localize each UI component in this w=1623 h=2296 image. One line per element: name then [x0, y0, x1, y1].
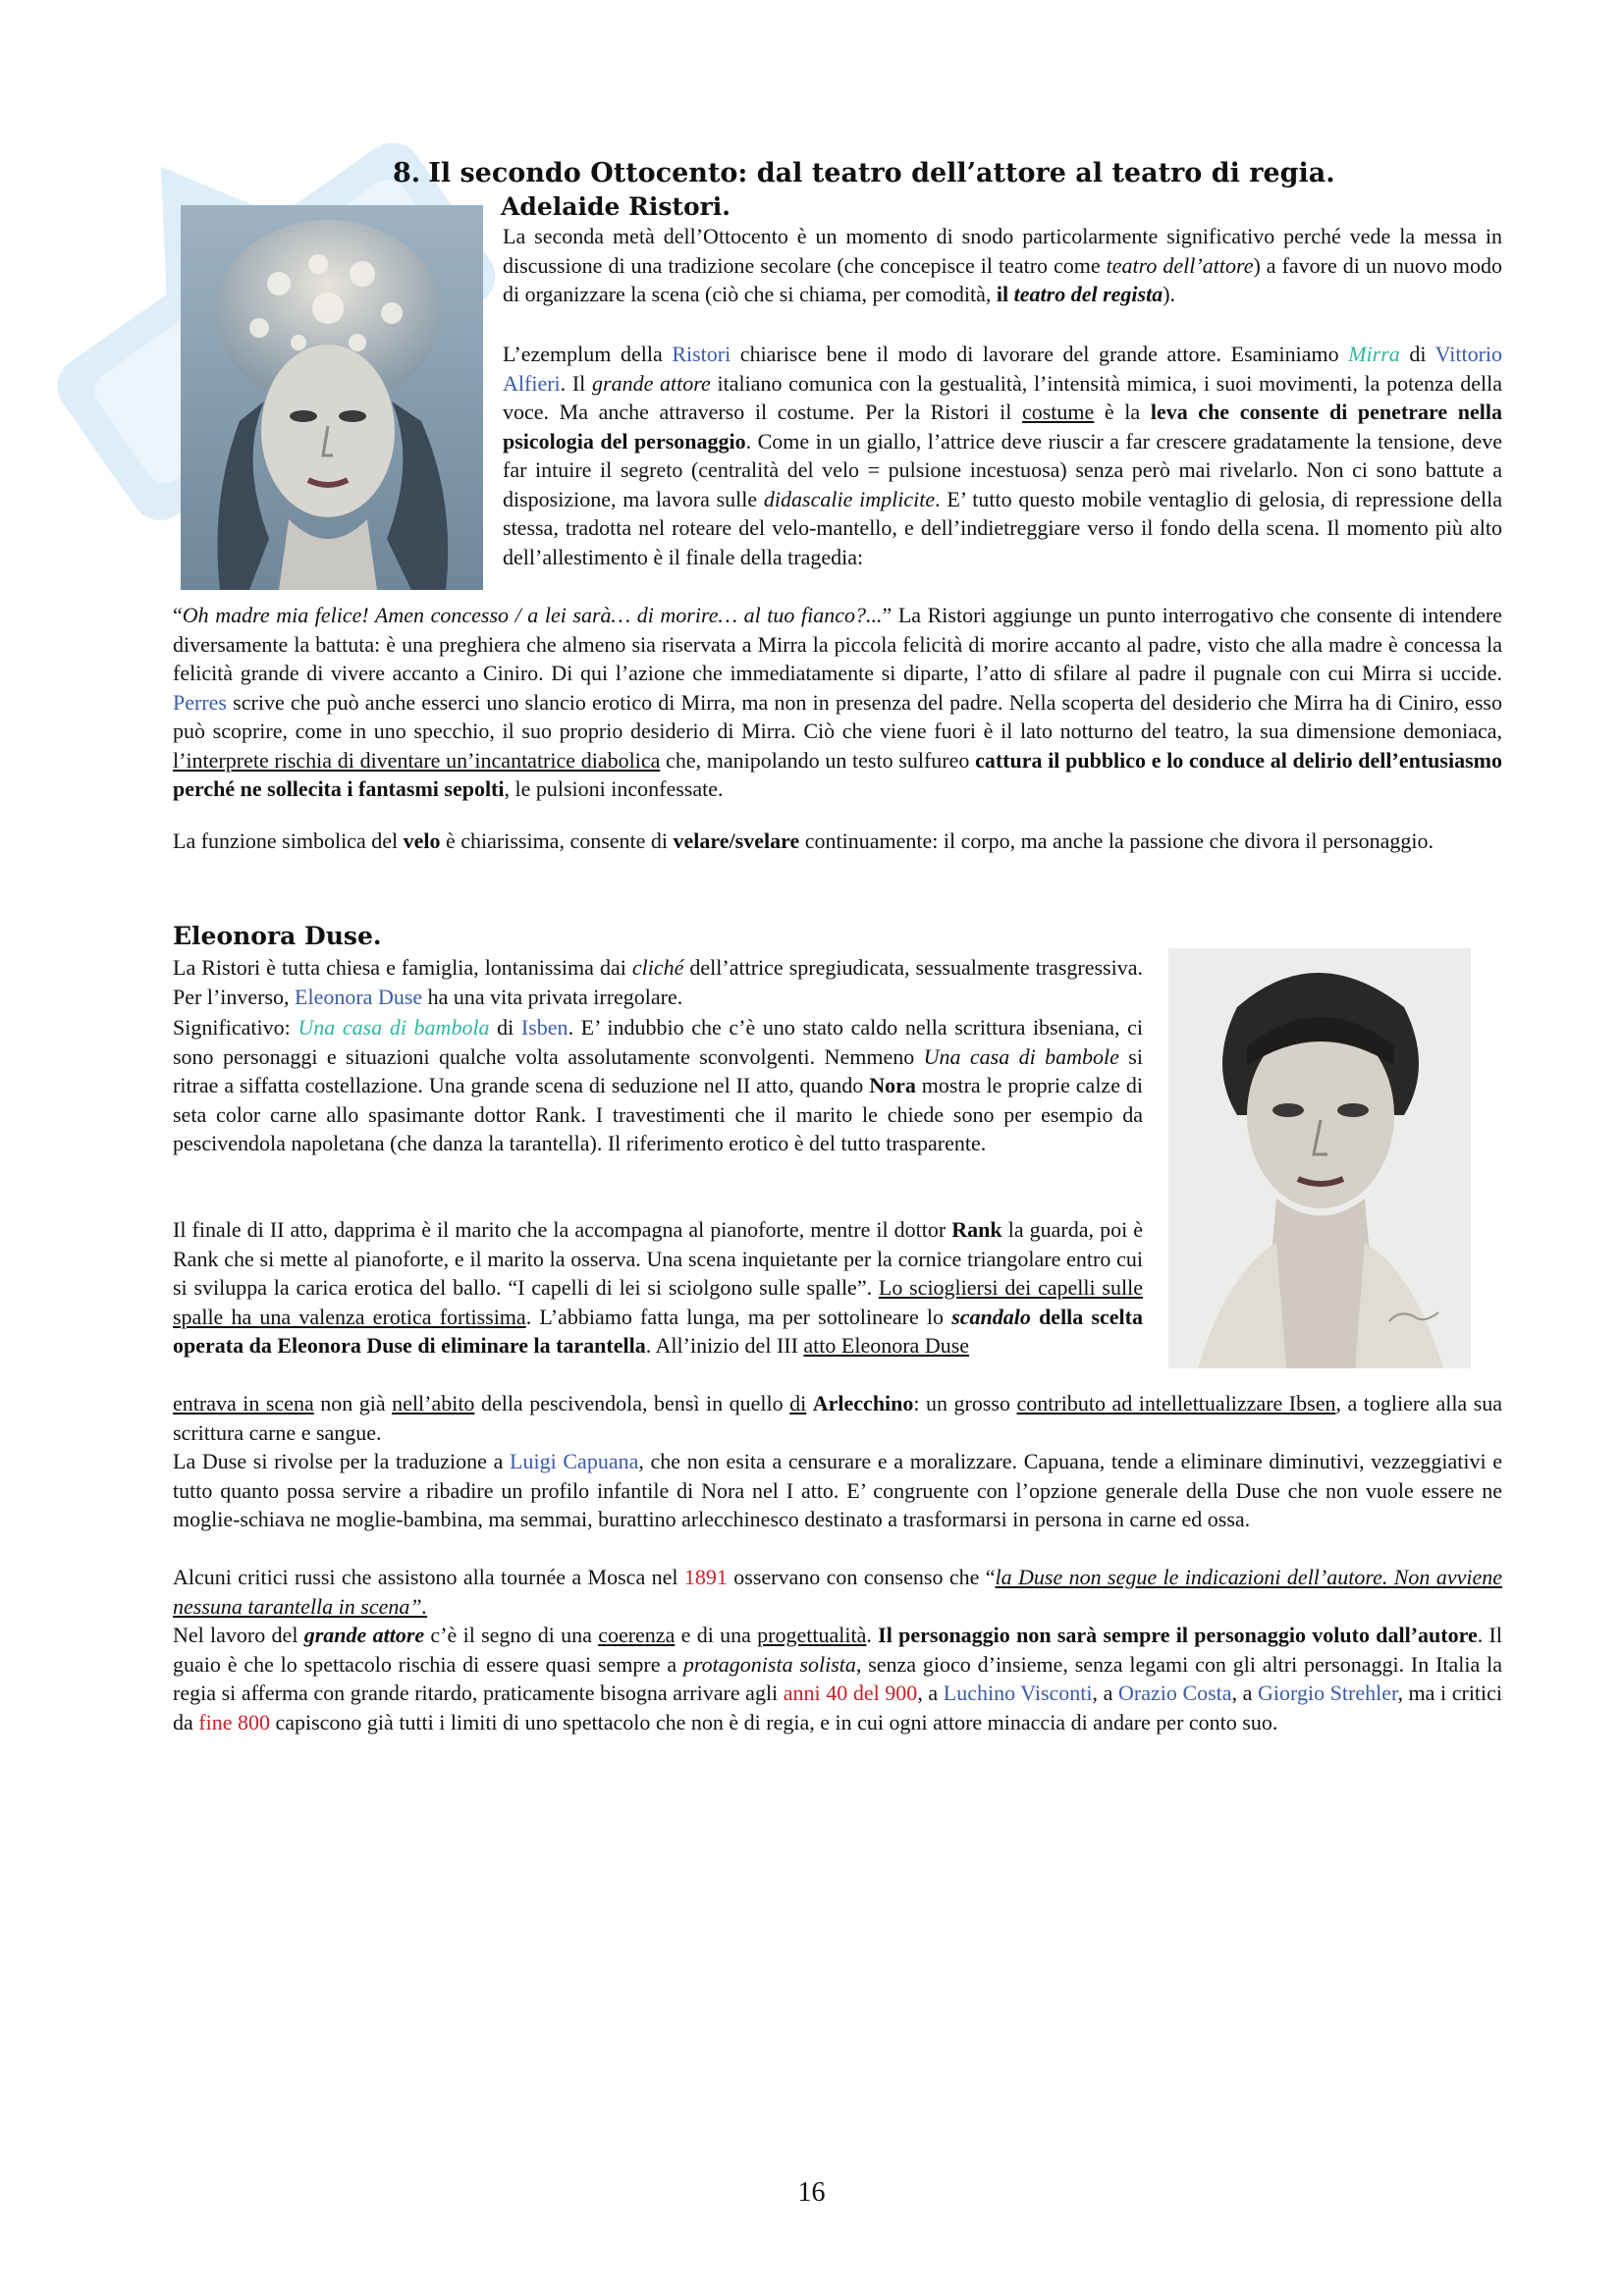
name-giorgio-strehler: Giorgio Strehler	[1258, 1681, 1398, 1705]
name-eleonora-duse: Eleonora Duse	[295, 984, 423, 1009]
text-run: . E’ indubbio che c’è uno stato caldo nella scrittura ibseniana, ci sono personaggi e situazioni qualche volta assolutamente sconvolgenti. Nemmeno	[173, 1015, 1144, 1069]
text-run: ha una vita privata irregolare.	[422, 984, 683, 1009]
name-perres: Perres	[173, 689, 227, 715]
text-run: , a togliere alla sua scrittura carne e sangue.	[173, 1391, 1503, 1445]
text-run: di	[1399, 342, 1435, 366]
text-run: osservano con consenso che “	[727, 1565, 996, 1589]
ristori-portrait-image	[181, 205, 483, 590]
text-run: Alcuni critici russi che assistono alla tournée a Mosca nel	[173, 1565, 684, 1589]
text-run: , senza gioco d’insieme, senza legami con gli altri personaggi. In Italia la regia si afferma con grande ritardo, praticamente bisogna arrivare agli	[173, 1651, 1502, 1705]
text-run: , che non esita a censurare e a moralizzare. Capuana, tende a eliminare diminutivi, vezzeggiativi e tutto quanto possa servire a ribadire un profilo infantile di Nora nel I atto. E’ congruente con l’opzione generale della Duse che non vuole essere ne moglie-schiava ne moglie-bambina, ma semmai, burattino arlecchinesco destinato a trasformarsi in persona in carne ed ossa.	[173, 1449, 1503, 1531]
page-number: 16	[797, 2177, 826, 2208]
duse-paragraph-5	[173, 1563, 1502, 1621]
text-run: . E’ tutto questo mobile ventaglio di gelosia, di repressione della stessa, tradotta nel roteare del velo-mantello, e dell’indietreggiare verso il fondo della scena. Il momento più alto dell’allestimento è il finale della tragedia:	[503, 486, 1503, 569]
text-run-bold: della scelta operata da Eleonora Duse di eliminare la tarantella	[173, 1304, 1143, 1358]
text-run: dell’attrice spregiudicata, sessualmente trasgressiva. Per l’inverso,	[173, 955, 1143, 1009]
name-luchino-visconti: Luchino Visconti	[943, 1681, 1093, 1705]
text-run-bold-italic: grande attore	[303, 1623, 425, 1647]
text-run: non già	[313, 1391, 393, 1415]
text-run: è la	[1094, 400, 1151, 424]
name-link-ristori: Ristori	[672, 342, 731, 366]
text-run: della pescivendola, bensì in quello	[474, 1391, 790, 1415]
text-run: ).	[1163, 282, 1176, 306]
text-run: , ma i critici da	[173, 1681, 1503, 1735]
text-run: , a	[1231, 1681, 1259, 1705]
text-run: è chiarissima, consente di	[440, 828, 674, 853]
text-run-italic: cliché	[631, 955, 684, 980]
text-run: che, manipolando un testo sulfureo	[660, 747, 976, 773]
quote-italic: Oh madre mia felice! Amen concesso / a lei sarà… di morire… al tuo fianco?...	[182, 603, 883, 627]
text-run: . Il guaio è che lo spettacolo rischia di essere quasi sempre a	[173, 1623, 1502, 1677]
title-casa-di-bambola: Una casa di bambola	[298, 1015, 490, 1040]
text-run: . L’abbiamo fatta lunga, ma per sottolineare lo	[525, 1304, 952, 1329]
text-run: . Il	[560, 370, 593, 396]
duse-paragraph-2	[173, 1013, 1143, 1158]
text-run-bold: velare/svelare	[673, 828, 800, 853]
text-run-underlined: Lo sciogliersi dei capelli sulle spalle ha una valenza erotica fortissima	[173, 1275, 1143, 1329]
text-run: ” La Ristori aggiunge un punto interrogativo che consente di intendere diversamente la battuta: è una preghiera che almeno sia riservata a Mirra la piccola felicità di morire accanto al padre, visto che alla madre è concessa la felicità grande di vivere accanto a Ciniro. Di qui l’azione che immediatamente si diparte, l’atto di sfilare al padre il pugnale con cui Mirra si uccide.	[173, 603, 1502, 685]
text-run: e di una	[675, 1623, 758, 1647]
year-1891: 1891	[683, 1565, 728, 1589]
text-run-underlined: entrava in scena	[173, 1391, 314, 1415]
text-run-bold: Il personaggio non sarà sempre il personaggio voluto dall’autore	[878, 1623, 1478, 1647]
text-run: La Ristori è tutta chiesa e famiglia, lontanissima dai	[173, 955, 632, 980]
ristori-paragraph-2	[503, 340, 1502, 571]
text-run-italic: teatro dell’attore	[1106, 252, 1254, 278]
duse-paragraph-6	[173, 1621, 1502, 1736]
text-run: si ritrae a siffatta costellazione. Una grande scena di seduzione nel II atto, quando	[173, 1043, 1143, 1097]
text-run-bold: il	[996, 282, 1014, 306]
text-run-bold: Rank	[951, 1217, 1002, 1242]
date-anni-40: anni 40 del 900	[783, 1681, 918, 1705]
text-run: , le pulsioni inconfessate.	[504, 776, 724, 801]
text-run-underlined: nell’abito	[392, 1391, 475, 1415]
name-vittorio-alfieri: Vittorio Alfieri	[503, 342, 1503, 396]
text-run: italiano comunica con la gestualità, l’intensità mimica, i suoi movimenti, la potenza della voce. Ma anche attraverso il costume. Per la Ristori il	[503, 370, 1502, 424]
section-heading-duse: Eleonora Duse.	[173, 922, 382, 950]
name-luigi-capuana: Luigi Capuana	[510, 1449, 639, 1473]
text-run-underlined: coerenza	[598, 1623, 676, 1647]
text-run-bold: velo	[403, 828, 441, 853]
section-heading-ristori: Adelaide Ristori.	[501, 192, 731, 221]
text-run: “	[173, 603, 183, 627]
name-orazio-costa: Orazio Costa	[1118, 1681, 1232, 1705]
text-run: : un grosso	[913, 1391, 1017, 1415]
text-run-italic: protagonista solista	[682, 1651, 856, 1677]
duse-paragraph-3	[173, 1215, 1143, 1361]
text-run-underlined: progettualità	[757, 1623, 867, 1647]
title-text: Il secondo Ottocento: dal teatro dell’attore al teatro di regia.	[428, 158, 1335, 188]
text-run-bold: Arlecchino	[812, 1391, 914, 1415]
text-run-bold: Nora	[869, 1073, 916, 1097]
text-run: di	[489, 1015, 521, 1040]
text-run: c’è il segno di una	[424, 1623, 599, 1647]
name-isben: Isben	[520, 1015, 568, 1040]
duse-paragraph-4	[173, 1447, 1502, 1534]
text-run: continuamente: il corpo, ma anche la passione che divora il personaggio.	[799, 828, 1434, 853]
title-number: 8.	[393, 158, 421, 188]
text-run-italic: Una casa di bambole	[923, 1043, 1119, 1069]
text-run-underlined: di	[789, 1391, 807, 1415]
date-fine-800: fine 800	[198, 1709, 270, 1735]
text-run: L’ezemplum della	[503, 342, 673, 366]
title-mirra: Mirra	[1348, 342, 1400, 366]
text-run: scrive che può anche esserci uno slancio erotico di Mirra, ma non in presenza del padre. Nella scoperta del desiderio che Mirra ha di Ciniro, esso può scoprire, come in uno specchio, il suo proprio desiderio di Mirra. Ciò che viene fuori è il lato notturno del teatro, la sua dimensione demoniaca,	[173, 689, 1502, 743]
text-run: ) a favore di un nuovo modo di organizzare la scena (ciò che si chiama, per comodità,	[503, 252, 1502, 306]
text-run: . All’inizio del III	[645, 1333, 804, 1358]
text-run: , a	[1092, 1681, 1118, 1705]
ristori-paragraph-3	[173, 601, 1502, 804]
text-run: , a	[917, 1681, 944, 1705]
text-run: . Come in un giallo, l’attrice deve riuscir a far crescere gradatamente la tensione, deve far intuire il segreto (centralità del velo = pulsione incestuosa) senza però mai rivelarlo. Non ci sono battute a disposizione, ma lavora sulle	[503, 428, 1502, 511]
text-run: mostra le proprie calze di seta color carne allo spasimante dottor Rank. I travestimenti che il marito le chiede sono per esempio da pescivendola napoletana (che danza la tarantella). Il riferimento erotico è del tutto trasparente.	[173, 1073, 1143, 1155]
text-run-italic: didascalie implicite	[763, 486, 936, 511]
page-title	[393, 157, 1375, 190]
text-run: capiscono già tutti i limiti di uno spettacolo che non è di regia, e in cui ogni attore minaccia di andare per conto suo.	[269, 1709, 1278, 1735]
text-run-bold: cattura il pubblico e lo conduce al delirio dell’entusiasmo perché ne sollecita i fantasmi sepolti	[173, 747, 1502, 801]
text-run-underlined: costume	[1021, 400, 1095, 424]
text-run-bold: leva che consente di penetrare nella psicologia del personaggio	[503, 400, 1503, 454]
text-run: La funzione simbolica del	[173, 828, 404, 853]
text-run: .	[866, 1623, 879, 1647]
text-run: la guarda, poi è Rank che si mette al pianoforte, e il marito la osserva. Una scena inquietante per la cornice triangolare entro cui si sviluppa la carica erotica del ballo. “I capelli di lei si sciolgono sulle spalle”.	[173, 1217, 1144, 1300]
duse-paragraph-1	[173, 953, 1143, 1011]
text-run-bold-italic: scandalo	[951, 1304, 1031, 1329]
text-run: Nel lavoro del	[173, 1623, 304, 1647]
text-run-italic: grande attore	[592, 370, 711, 396]
text-run-underlined: atto Eleonora Duse	[803, 1333, 970, 1358]
text-run-bold-italic: teatro del regista	[1013, 282, 1163, 306]
duse-paragraph-3-continued	[173, 1389, 1502, 1447]
text-run: La seconda metà dell’Ottocento è un momento di snodo particolarmente significativo perché vede la messa in discussione di una tradizione secolare (che concepisce il teatro come	[503, 224, 1502, 278]
text-run: Significativo:	[173, 1015, 298, 1040]
duse-portrait-image	[1168, 948, 1471, 1368]
text-run: La Duse si rivolse per la traduzione a	[173, 1449, 511, 1473]
quote-italic-underlined: la Duse non segue le indicazioni dell’autore. Non avviene nessuna tarantella in scena”.	[173, 1565, 1502, 1619]
ristori-paragraph-4	[173, 827, 1502, 856]
text-run-underlined: contributo ad intellettualizzare Ibsen	[1016, 1391, 1336, 1415]
text-run-underlined: l’interprete rischia di diventare un’incantatrice diabolica	[173, 747, 661, 773]
text-run: Il finale di II atto, dapprima è il marito che la accompagna al pianoforte, mentre il dottor	[173, 1217, 952, 1242]
text-run: chiarisce bene il modo di lavorare del grande attore. Esaminiamo	[730, 342, 1349, 366]
ristori-paragraph-1	[503, 222, 1502, 309]
